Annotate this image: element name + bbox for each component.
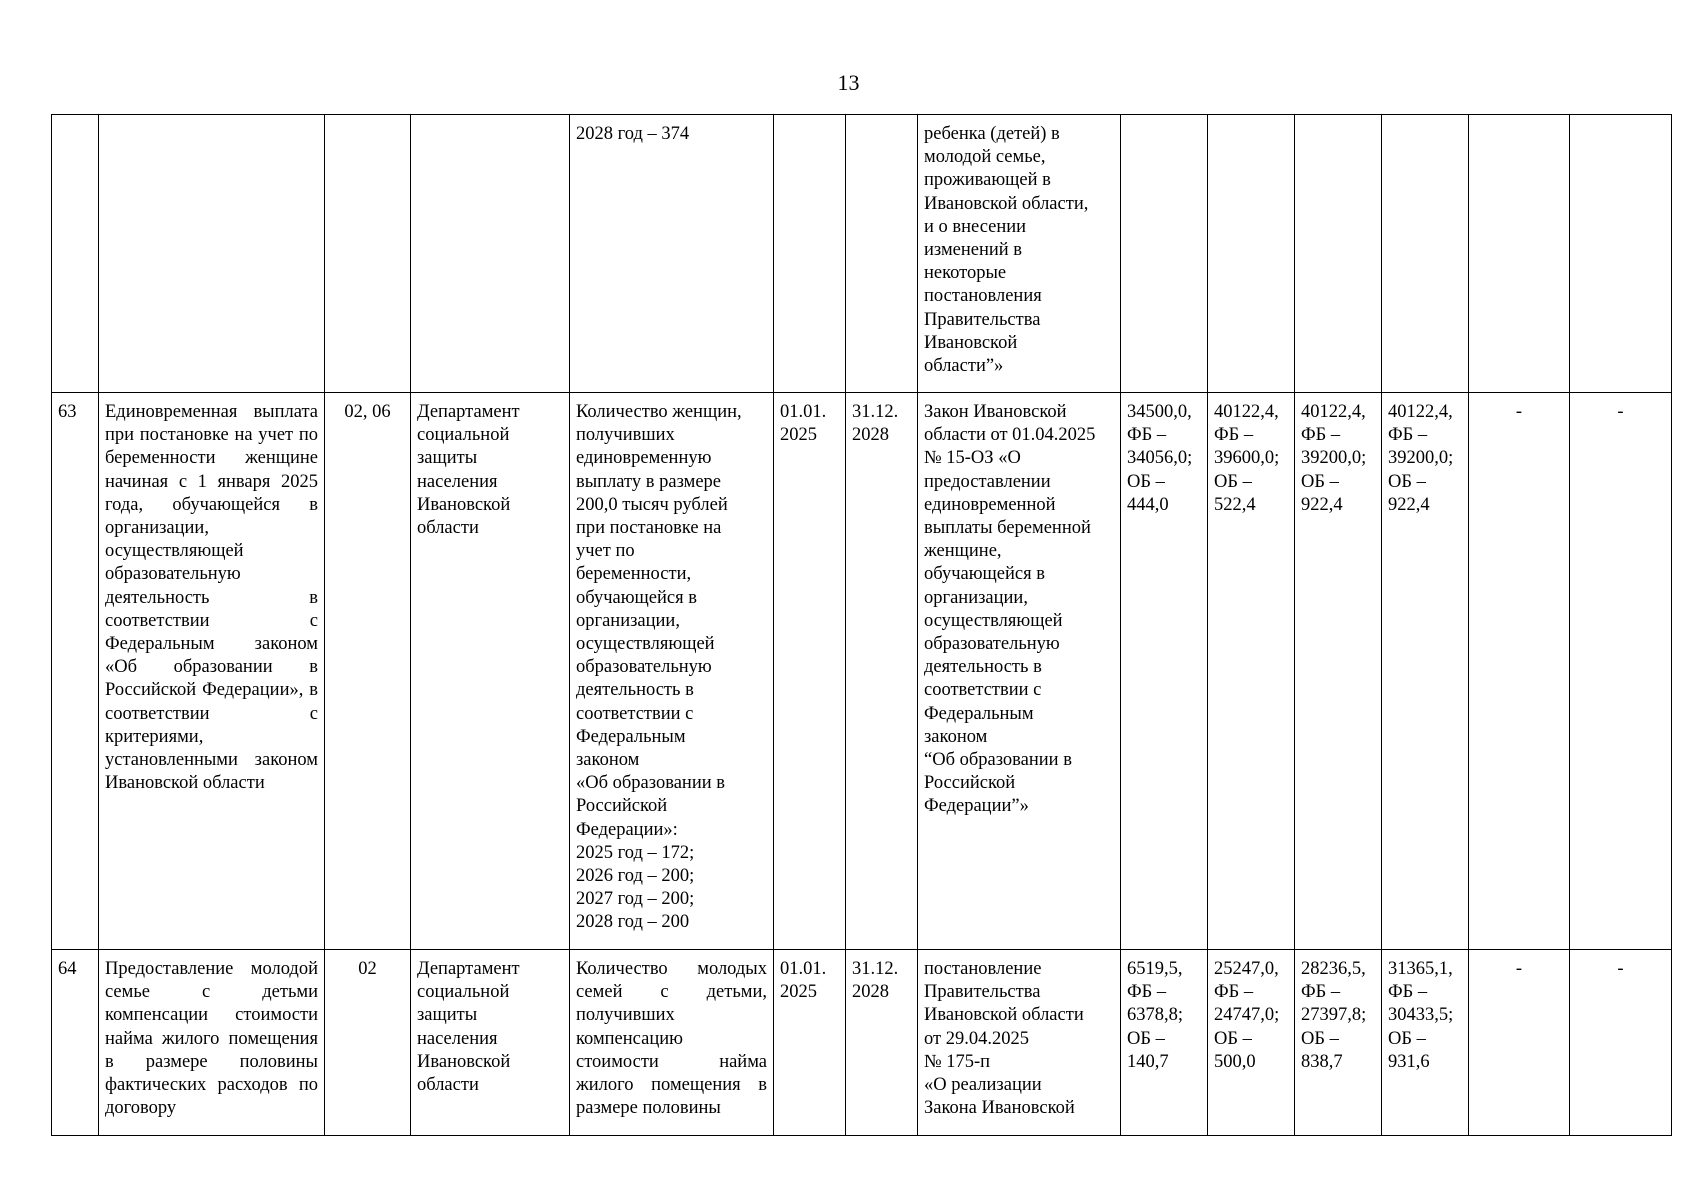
indicator: 2028 год – 374: [570, 115, 774, 393]
program-table: [51, 114, 1672, 1136]
start-date: [774, 115, 846, 393]
funding-2028: 31365,1, ФБ – 30433,5; ОБ – 931,6: [1382, 950, 1469, 1136]
funding-2026: 25247,0, ФБ – 24747,0; ОБ – 500,0: [1208, 950, 1295, 1136]
row-number: [52, 115, 99, 393]
row-number: 63: [52, 393, 99, 950]
indicator: Количество женщин, получивших единовременную выплату в размере 200,0 тысяч рублей при постановке на учет по беременности, обучающейся в организации, осуществляющей образовательную деятельность в соответствии с Федеральным законом «Об образовании в Российской Федерации»: 2025 год – 172; 2026 год – 200; 2027 год – 200; 2028 год – 200: [570, 393, 774, 950]
indicator: Количество молодых семей с детьми, получивших компенсацию стоимости найма жилого помещения в размере половины: [570, 950, 774, 1136]
funding-extra-1: -: [1469, 950, 1570, 1136]
end-date: [846, 115, 918, 393]
funding-extra-1: [1469, 115, 1570, 393]
funding-2026: 40122,4, ФБ – 39600,0; ОБ – 522,4: [1208, 393, 1295, 950]
measure-name: Единовременная выплата при постановке на учет по беременности женщине начиная с 1 января 2025 года, обучающейся в организации, осуществляющей образовательную деятельность в соответствии с Федеральным законом «Об образовании в Российской Федерации», в соответствии с критериями, установленными законом Ивановской области: [99, 393, 325, 950]
funding-2025: [1121, 115, 1208, 393]
task-codes: 02, 06: [325, 393, 411, 950]
task-codes: 02: [325, 950, 411, 1136]
measure-name: [99, 115, 325, 393]
page-number: 13: [837, 70, 860, 95]
table-row: [52, 393, 1672, 950]
funding-extra-2: -: [1570, 393, 1672, 950]
funding-extra-1: -: [1469, 393, 1570, 950]
funding-2026: [1208, 115, 1295, 393]
executor: Департамент социальной защиты населения Ивановской области: [411, 950, 570, 1136]
start-date: 01.01. 2025: [774, 950, 846, 1136]
funding-2027: 28236,5, ФБ – 27397,8; ОБ – 838,7: [1295, 950, 1382, 1136]
legal-basis: постановление Правительства Ивановской области от 29.04.2025 № 175-п «О реализации Закона Ивановской: [918, 950, 1121, 1136]
end-date: 31.12. 2028: [846, 950, 918, 1136]
executor: [411, 115, 570, 393]
funding-2025: 34500,0, ФБ – 34056,0; ОБ – 444,0: [1121, 393, 1208, 950]
funding-2025: 6519,5, ФБ – 6378,8; ОБ – 140,7: [1121, 950, 1208, 1136]
funding-2028: 40122,4, ФБ – 39200,0; ОБ – 922,4: [1382, 393, 1469, 950]
funding-2027: 40122,4, ФБ – 39200,0; ОБ – 922,4: [1295, 393, 1382, 950]
task-codes: [325, 115, 411, 393]
funding-extra-2: -: [1570, 950, 1672, 1136]
legal-basis: Закон Ивановской области от 01.04.2025 № 15-ОЗ «О предоставлении единовременной выплаты беременной женщине, обучающейся в организации, осуществляющей образовательную деятельность в соответствии с Федеральным законом “Об образовании в Российской Федерации”»: [918, 393, 1121, 950]
funding-2028: [1382, 115, 1469, 393]
start-date: 01.01. 2025: [774, 393, 846, 950]
executor: Департамент социальной защиты населения Ивановской области: [411, 393, 570, 950]
table-row: [52, 950, 1672, 1136]
row-number: 64: [52, 950, 99, 1136]
measure-name: Предоставление молодой семье с детьми компенсации стоимости найма жилого помещения в размере половины фактических расходов по договору: [99, 950, 325, 1136]
table-row: [52, 115, 1672, 393]
legal-basis: ребенка (детей) в молодой семье, проживающей в Ивановской области, и о внесении изменений в некоторые постановления Правительства Ивановской области”»: [918, 115, 1121, 393]
funding-2027: [1295, 115, 1382, 393]
end-date: 31.12. 2028: [846, 393, 918, 950]
funding-extra-2: [1570, 115, 1672, 393]
